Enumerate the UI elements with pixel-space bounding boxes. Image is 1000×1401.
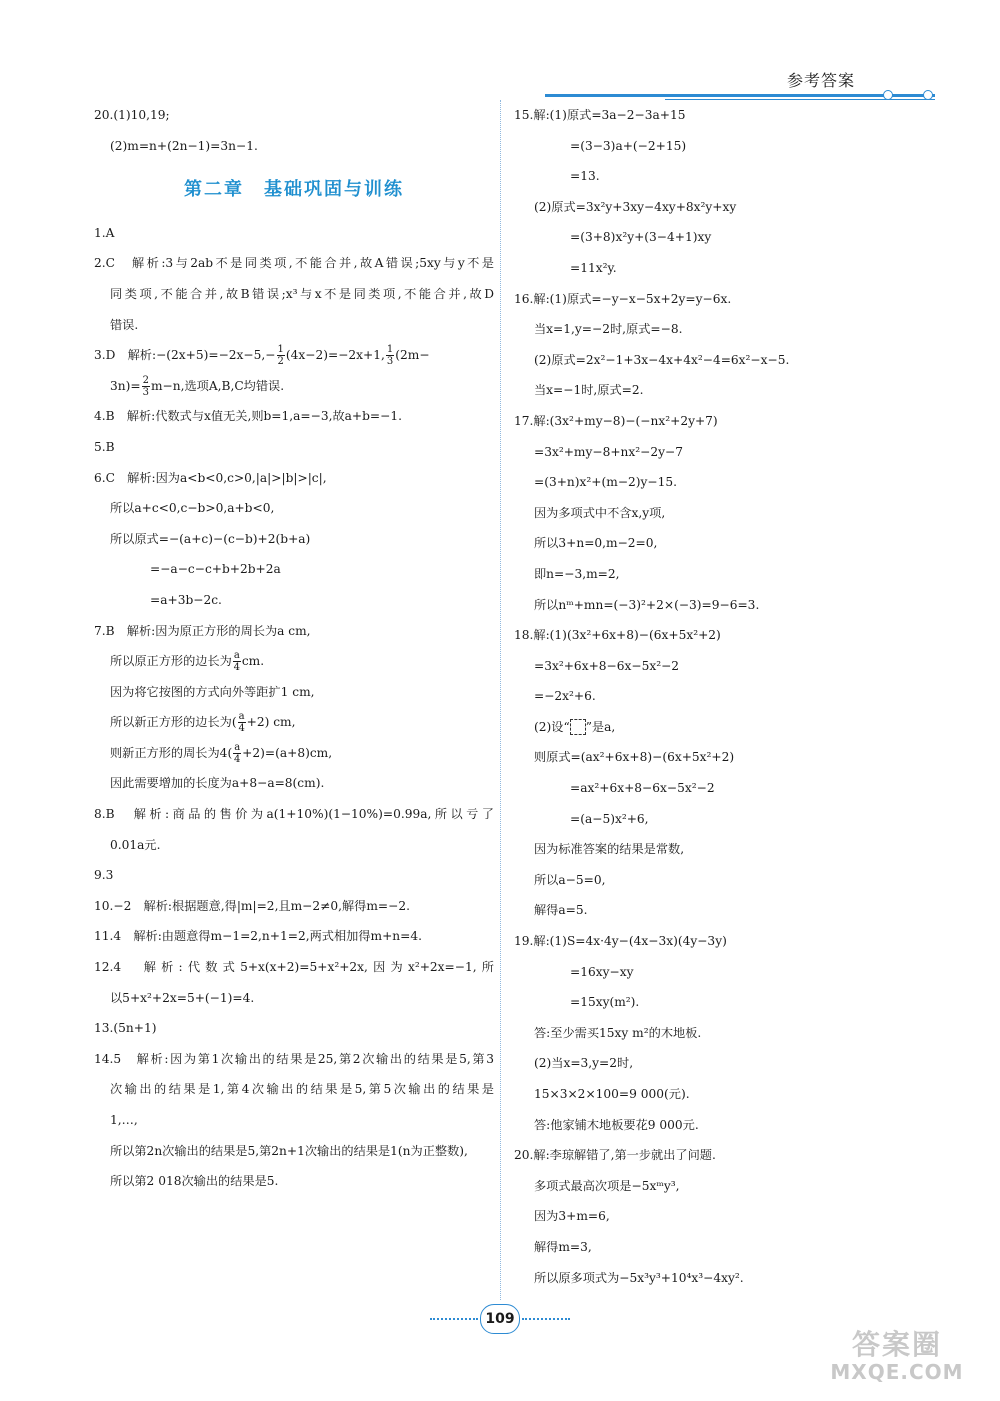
fraction: [277, 344, 285, 367]
page-number-dots: [522, 1318, 570, 1320]
answer-line: 20.解:李琼解错了,第一步就出了问题.: [514, 1148, 716, 1163]
answer-line: [94, 707, 494, 738]
answer-line: 4.B 解析:代数式与x值无关,则b=1,a=−3,故a+b=−1.: [94, 409, 402, 424]
answer-text: m−n,选项A,B,C均错误.: [150, 378, 285, 393]
answer-line: 10.−2 解析:根据题意,得|m|=2,且m−2≠0,解得m=−2.: [94, 898, 410, 913]
answer-line: 15.解:(1)原式=3a−2−3a+15: [514, 108, 686, 122]
chapter-title: 第二章 基础巩固与训练: [184, 179, 404, 201]
fraction-numerator: a: [234, 741, 241, 753]
answer-line: 7.B 解析:因为原正方形的周长为a cm,: [94, 623, 311, 638]
answer-line: 所以a−5=0,: [534, 872, 606, 887]
column-divider: [500, 100, 501, 1300]
answer-line: 答:他家铺木地板要花9 000元.: [534, 1117, 699, 1132]
answer-line: 即n=−3,m=2,: [534, 566, 620, 581]
fraction: [142, 375, 150, 398]
answer-line: 次输出的结果是1,第4次输出的结果是5,第5次输出的结果是: [110, 1082, 494, 1097]
answer-line: 所以nᵐ+mn=(−3)²+2×(−3)=9−6=3.: [534, 597, 760, 612]
answer-line: (2)当x=3,y=2时,: [534, 1056, 634, 1071]
answer-line: 因为将它按图的方式向外等距扩1 cm,: [110, 684, 315, 699]
answer-line: 19.解:(1)S=4x·4y−(4x−3x)(4y−3y): [514, 934, 727, 949]
answer-text: +2)=(a+8)cm,: [242, 745, 333, 760]
answer-line: [94, 646, 494, 677]
answer-line: =11x²y.: [570, 260, 617, 275]
page-number-label: 109: [480, 1304, 520, 1334]
answer-line: 16.解:(1)原式=−y−x−5x+2y=y−6x.: [514, 291, 732, 306]
answer-line: =3x²+my−8+nx²−2y−7: [534, 444, 683, 459]
answer-line: 解得a=5.: [534, 903, 588, 918]
answer-line: =13.: [570, 169, 600, 184]
watermark-text: 答案圈: [851, 1328, 942, 1361]
answer-line: 8.B 解析:商品的售价为a(1+10%)(1−10%)=0.99a,所以亏了: [94, 807, 494, 822]
answer-text: 3n)=: [110, 378, 141, 393]
answer-text: cm.: [241, 654, 265, 669]
answer-line: 因为3+m=6,: [534, 1209, 610, 1224]
header-title: 参考答案: [786, 71, 855, 90]
answer-line: 5.B: [94, 439, 115, 454]
answer-line: =16xy−xy: [570, 964, 634, 979]
answer-line: 9.3: [94, 868, 114, 883]
answer-text: (4x−2)=−2x+1,: [285, 348, 385, 363]
answer-line: 17.解:(3x²+my−8)−(−nx²+2y+7): [514, 413, 718, 428]
answer-line: 则原式=(ax²+6x+8)−(6x+5x²+2): [534, 750, 735, 765]
page-number: [430, 1304, 570, 1334]
fraction: [386, 344, 394, 367]
fraction-denominator: 2: [277, 356, 284, 368]
page-number-dots: [430, 1318, 478, 1320]
answer-text: (2m−: [395, 348, 430, 363]
answer-line: (2)原式=3x²y+3xy−4xy+8x²y+xy: [534, 199, 737, 214]
fraction: [233, 742, 241, 765]
answer-line: 2.C 解析:3与2ab不是同类项,不能合并,故A错误;5xy与y不是: [94, 256, 494, 271]
fraction-denominator: 3: [386, 356, 394, 368]
answer-line: 6.C 解析:因为a<b<0,c>0,|a|>|b|>|c|,: [94, 470, 327, 485]
answer-line: [514, 712, 934, 743]
fraction-denominator: 4: [233, 662, 241, 674]
fraction-numerator: a: [233, 650, 240, 662]
answer-line: 所以a+c<0,c−b>0,a+b<0,: [110, 501, 275, 516]
answer-text: 则新正方形的周长为4(: [110, 745, 233, 760]
fraction-numerator: 1: [277, 344, 284, 356]
answer-line: (2)原式=2x²−1+3x−4x+4x²−4=6x²−x−5.: [534, 352, 790, 367]
answer-line: 当x=−1时,原式=2.: [534, 383, 644, 398]
answer-line: 当x=1,y=−2时,原式=−8.: [534, 322, 683, 337]
answer-line: 0.01a元.: [110, 837, 161, 852]
dashed-box-icon: [570, 719, 586, 735]
fraction-denominator: 3: [142, 386, 149, 398]
answer-line: [94, 738, 494, 769]
fraction: [233, 650, 241, 673]
fraction-numerator: a: [238, 711, 245, 723]
answer-line: =ax²+6x+8−6x−5x²−2: [570, 781, 715, 796]
answer-line: 答:至少需买15xy m²的木地板.: [534, 1025, 702, 1040]
fraction-denominator: 4: [234, 753, 241, 765]
answer-line: =a+3b−2c.: [150, 592, 222, 607]
fraction-numerator: 1: [386, 344, 394, 356]
answer-line: 12.4 解析:代数式5+x(x+2)=5+x²+2x,因为x²+2x=−1,所: [94, 960, 494, 975]
answer-line: 同类项,不能合并,故B错误;x³与x不是同类项,不能合并,故D: [110, 286, 494, 301]
answer-line: =(a−5)x²+6,: [570, 811, 649, 826]
answer-line: 1.A: [94, 225, 115, 240]
answer-line: [94, 340, 494, 371]
answer-line: =(3−3)a+(−2+15): [570, 138, 687, 153]
answer-text: 所以原正方形的边长为: [110, 654, 232, 669]
watermark-url: MXQE.COM: [830, 1360, 964, 1384]
answer-line: [94, 371, 494, 402]
answer-text: +2) cm,: [246, 715, 296, 730]
watermark-logo: [812, 1330, 982, 1390]
fraction-numerator: 2: [142, 374, 149, 386]
answer-line: (2)m=n+(2n−1)=3n−1.: [110, 138, 258, 153]
header-dot-icon: [923, 90, 933, 100]
fraction: [238, 711, 246, 734]
answer-line: 15×3×2×100=9 000(元).: [534, 1087, 690, 1101]
answer-line: 20.(1)10,19;: [94, 108, 170, 122]
answer-line: =−a−c−c+b+2b+2a: [150, 562, 281, 577]
answer-line: 11.4 解析:由题意得m−1=2,n+1=2,两式相加得m+n=4.: [94, 929, 422, 944]
answer-line: 14.5 解析:因为第1次输出的结果是25,第2次输出的结果是5,第3: [94, 1051, 494, 1066]
answer-line: =−2x²+6.: [534, 689, 596, 704]
answer-line: =3x²+6x+8−6x−5x²−2: [534, 658, 680, 673]
answer-text: 所以新正方形的边长为(: [110, 715, 237, 730]
fraction-denominator: 4: [238, 723, 245, 735]
right-column: [514, 100, 934, 1293]
answer-line: =(3+n)x²+(m−2)y−15.: [534, 475, 678, 490]
header-dot-icon: [883, 90, 893, 100]
answer-text: 3.D 解析:−(2x+5)=−2x−5,−: [94, 348, 276, 363]
answer-text: ”是a,: [585, 719, 616, 734]
answer-text: (2)设“: [534, 719, 570, 734]
answer-line: 多项式最高次项是−5xᵐy³,: [534, 1178, 680, 1193]
answer-line: 所以3+n=0,m−2=0,: [534, 536, 658, 551]
answer-line: 所以第2n次输出的结果是5,第2n+1次输出的结果是1(n为正整数),: [110, 1143, 468, 1158]
answer-line: =(3+8)x²y+(3−4+1)xy: [570, 230, 712, 245]
answer-line: 因此需要增加的长度为a+8−a=8(cm).: [110, 776, 325, 791]
answer-line: 所以原多项式为−5x³y³+10⁴x³−4xy².: [534, 1270, 744, 1285]
answer-line: 18.解:(1)(3x²+6x+8)−(6x+5x²+2): [514, 628, 721, 643]
answer-line: 以5+x²+2x=5+(−1)=4.: [110, 990, 255, 1005]
answer-line: 解得m=3,: [534, 1239, 592, 1254]
header-rule: [545, 94, 935, 97]
answer-line: 错误.: [110, 317, 139, 332]
left-column: [94, 100, 494, 1197]
answer-line: 13.(5n+1): [94, 1021, 157, 1036]
answer-line: 因为标准答案的结果是常数,: [534, 842, 685, 857]
answer-line: 因为多项式中不含x,y项,: [534, 505, 666, 520]
answer-line: 所以原式=−(a+c)−(c−b)+2(b+a): [110, 531, 311, 546]
answer-line: 所以第2 018次输出的结果是5.: [110, 1174, 279, 1189]
answer-line: =15xy(m²).: [570, 995, 640, 1010]
answer-line: 1,…,: [110, 1113, 138, 1127]
